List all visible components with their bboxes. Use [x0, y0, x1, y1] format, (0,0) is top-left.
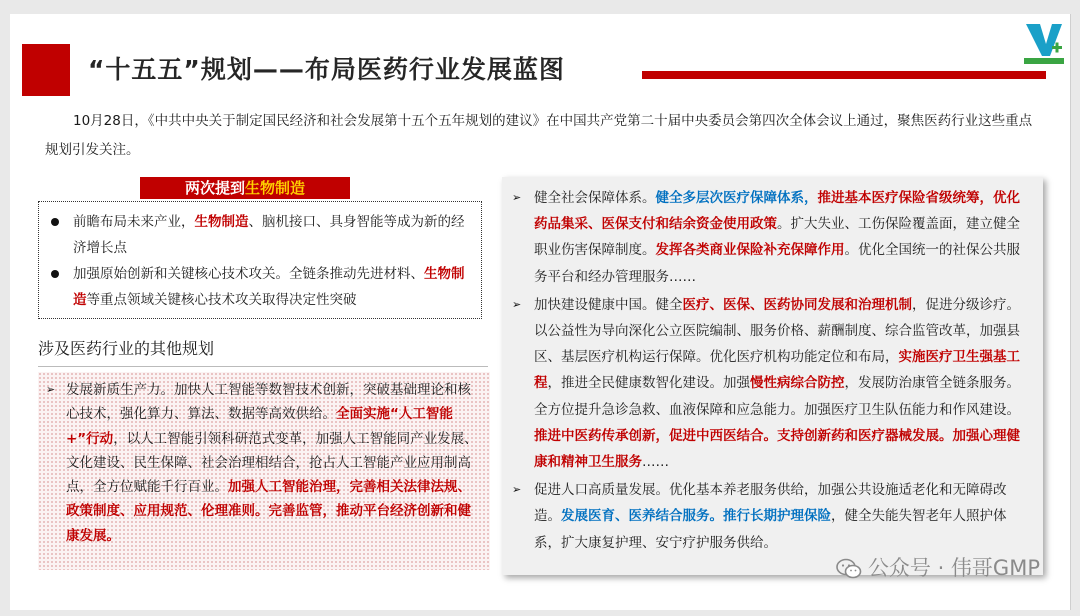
item-text: 发展新质生产力。加快人工智能等数智技术创新，突破基础理论和核心技术，强化算力、算法、数据等高效供给。 — [66, 382, 471, 423]
label-accent: 生物制造 — [245, 179, 306, 197]
item-highlight-blue: 健全多层次医疗保障体系， — [655, 190, 818, 206]
item-text: 加强原始创新和关键核心技术攻关。全链条推动先进材料、 — [73, 266, 424, 282]
item-highlight-blue: 发展医育、医养结合服务。推行长期护理保险 — [561, 508, 831, 525]
item-highlight: 发挥各类商业保险补充保障作用 — [655, 242, 845, 259]
arrow-bullet-icon: ➢ — [512, 483, 522, 497]
slide — [10, 14, 1071, 610]
item-text: 。扩大失业、工伤保险覆盖面，建立健全职业伤害保障制度。 — [534, 216, 1020, 259]
item-highlight: 推进基本医疗保险省级统筹，优化药品集采、医保支付和结余资金使用政策 — [534, 190, 1020, 233]
item-text: ，以人工智能引领科研范式变革，加强人工智能同产业发展、文化建设、民生保障、社会治理相结合，抢占人工智能产业应用制高点，全方位赋能千行百业。 — [66, 430, 478, 496]
intro-paragraph: 10月28日，《中共中央关于制定国民经济和社会发展第十五个五年规划的建议》在中国共产党第二十届中央委员会第四次全体会议上通过，聚焦医药行业这些重点规划引发关注。 — [45, 113, 1033, 158]
item-highlight: 全面实施“人工智能+”行动 — [66, 406, 453, 447]
bio-manufacturing-label — [140, 177, 350, 199]
list-item — [510, 292, 1033, 475]
item-text: 促进人口高质量发展。优化基本养老服务供给，加强公共设施适老化和无障碍改造。 — [534, 482, 1007, 525]
item-text: 健全社会保障体系。 — [534, 190, 656, 206]
arrow-bullet-icon: ➢ — [512, 191, 522, 204]
item-highlight: 实施医疗卫生强基工程 — [534, 349, 1020, 392]
title-accent-bar — [642, 71, 1046, 79]
item-text: ，发展防治康管全链条服务。全方位提升急诊急救、血液保障和应急能力。加强医疗卫生队伍能力和作风建设。 — [534, 375, 1020, 418]
title-accent-block — [22, 44, 70, 96]
section-divider — [38, 366, 488, 367]
label-prefix: 两次提到 — [184, 179, 245, 197]
item-highlight: 慢性病综合防控 — [750, 375, 845, 392]
item-text: ，促进分级诊疗。以公益性为导向深化公立医院编制、服务价格、薪酬制度、综合监管改革，加强县区、基层医疗机构运行保障。优化医疗机构功能定位和布局， — [534, 296, 1020, 366]
item-highlight: 生物制造 — [73, 266, 465, 308]
list-item — [510, 477, 1033, 556]
item-text: 。优化全国统一的社保公共服务平台和经办管理服务…… — [534, 242, 1020, 285]
ai-planning-box — [38, 372, 490, 570]
list-item — [510, 185, 1033, 290]
watermark-text: 公众号 · 伟哥GMP — [867, 556, 1040, 580]
page-title: “十五五”规划——布局医药行业发展蓝图 — [88, 55, 565, 84]
list-item — [49, 261, 473, 313]
item-text: ，健全失能失智老年人照护体系，扩大康复护理、安宁疗护服务供给。 — [534, 508, 1007, 551]
section-title: 涉及医药行业的其他规划 — [38, 339, 215, 358]
item-highlight: 医疗、医保、医药协同发展和治理机制 — [682, 296, 912, 313]
item-highlight: 加强人工智能治理，完善相关法律法规、政策制度、应用规范、伦理准则。完善监管，推动平台经济创新和健康发展。 — [66, 479, 471, 544]
item-highlight: 生物制造 — [194, 214, 249, 230]
watermark — [836, 552, 1040, 582]
item-text: ，推进全民健康数智化建设。加强 — [547, 375, 750, 392]
item-text: 等重点领域关键核心技术攻关取得决定性突破 — [86, 292, 357, 308]
bio-manufacturing-box — [38, 201, 482, 319]
item-text: 、脑机接口、具身智能等成为新的经济增长点 — [73, 214, 465, 256]
company-logo — [1022, 18, 1066, 66]
healthcare-planning-box — [502, 177, 1043, 575]
item-text: 加快建设健康中国。健全 — [534, 296, 683, 313]
arrow-bullet-icon: ➢ — [512, 297, 522, 311]
item-highlight: 推进中医药传承创新，促进中西医结合。支持创新药和医疗器械发展。加强心理健康和精神卫生服务 — [534, 427, 1020, 471]
wechat-icon — [836, 558, 862, 580]
list-item — [44, 378, 482, 548]
arrow-bullet-icon: ➢ — [46, 383, 56, 396]
item-text: …… — [642, 454, 669, 471]
item-text: 前瞻布局未来产业， — [73, 214, 195, 230]
list-item — [49, 209, 473, 261]
